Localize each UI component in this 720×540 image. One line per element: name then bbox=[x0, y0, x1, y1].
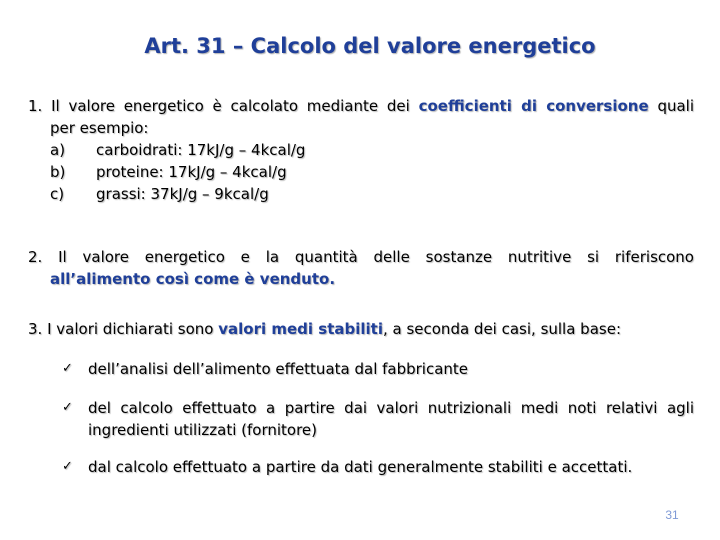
checkmark-icon: ✓ bbox=[62, 459, 73, 474]
paragraph-2 bbox=[28, 246, 694, 290]
paragraph-1-line-2: per esempio: bbox=[50, 119, 149, 137]
paragraph-3 bbox=[28, 318, 694, 340]
list-item-a-text: carboidrati: 17kJ/g – 4kcal/g bbox=[96, 141, 306, 159]
paragraph-1-line-1 bbox=[28, 95, 694, 117]
paragraph-1 bbox=[28, 95, 694, 205]
bullet-item-1-text: dell’analisi dell’alimento effettuata dal fabbricante bbox=[88, 360, 469, 378]
list-item-c bbox=[28, 183, 694, 205]
bullet-item-3 bbox=[62, 456, 694, 478]
list-item-c-text: grassi: 37kJ/g – 9kcal/g bbox=[96, 185, 269, 203]
list-item-b-label: b) bbox=[50, 163, 66, 181]
paragraph-1-number: 1. bbox=[28, 97, 43, 115]
paragraph-1-tail: quali bbox=[657, 97, 694, 115]
paragraph-2-line-1 bbox=[28, 246, 694, 268]
paragraph-3-tail: , a seconda dei casi, sulla base: bbox=[382, 320, 621, 338]
bullet-item-2 bbox=[62, 397, 694, 441]
checkmark-icon: ✓ bbox=[62, 361, 73, 376]
list-item-c-label: c) bbox=[50, 185, 65, 203]
page-title: Art. 31 – Calcolo del valore energetico bbox=[144, 34, 596, 58]
paragraph-2-emphasis: all’alimento così come è venduto. bbox=[50, 270, 336, 288]
list-item-b-text: proteine: 17kJ/g – 4kcal/g bbox=[96, 163, 287, 181]
paragraph-1-emphasis: coefficienti di conversione bbox=[418, 97, 649, 115]
paragraph-3-line-1 bbox=[28, 318, 694, 340]
list-item-a-label: a) bbox=[50, 141, 66, 159]
bullet-item-2-text: del calcolo effettuato a partire dai valori nutrizionali medi noti relativi agli ingredienti utilizzati (fornitore) bbox=[88, 399, 694, 439]
list-item-a bbox=[28, 139, 694, 161]
page-number: 31 bbox=[665, 508, 679, 522]
paragraph-1-lead: Il valore energetico è calcolato mediante dei bbox=[51, 97, 410, 115]
checkmark-icon: ✓ bbox=[62, 400, 73, 415]
paragraph-3-lead: I valori dichiarati sono bbox=[47, 320, 214, 338]
list-item-b bbox=[28, 161, 694, 183]
paragraph-3-emphasis: valori medi stabiliti bbox=[218, 320, 383, 338]
bullet-item-1 bbox=[62, 358, 694, 380]
paragraph-2-text: Il valore energetico e la quantità delle sostanze nutritive si riferiscono bbox=[58, 248, 694, 266]
paragraph-3-number: 3. bbox=[28, 320, 43, 338]
paragraph-2-number: 2. bbox=[28, 248, 43, 266]
bullet-item-3-text: dal calcolo effettuato a partire da dati generalmente stabiliti e accettati. bbox=[88, 458, 633, 476]
